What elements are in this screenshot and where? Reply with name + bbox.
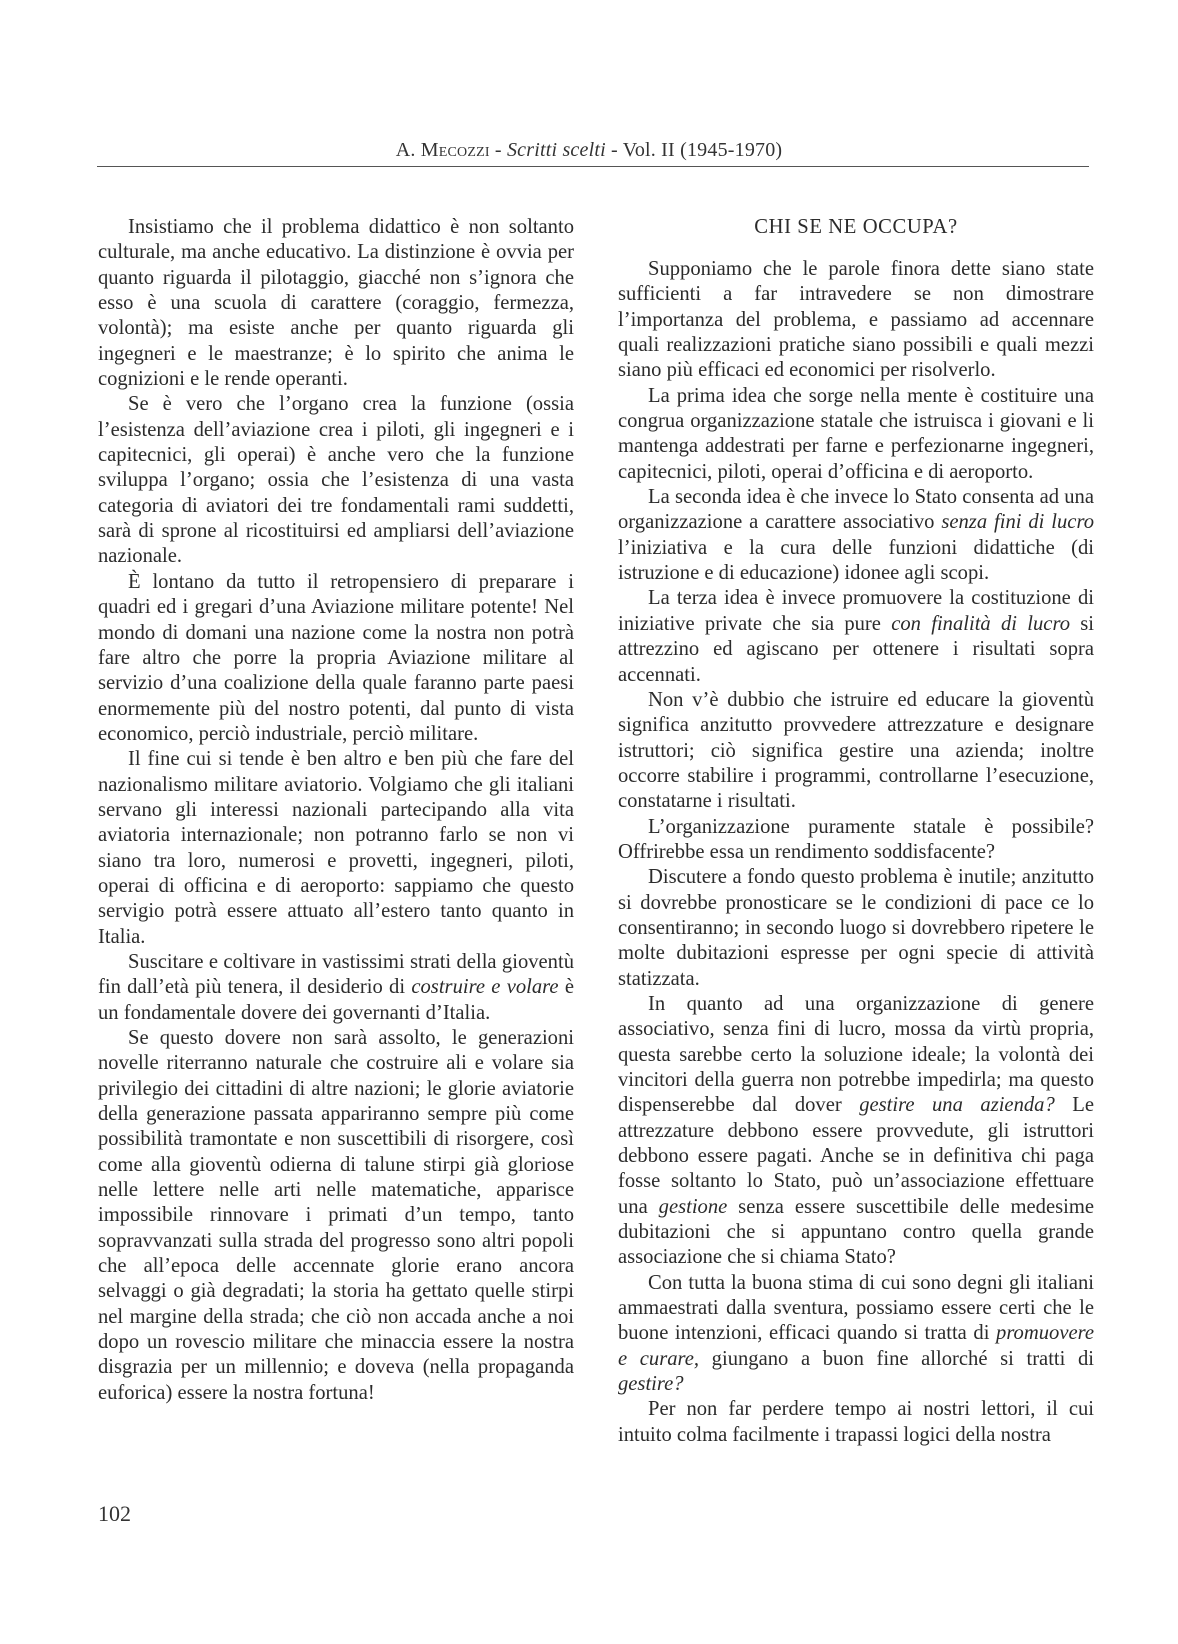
paragraph bbox=[618, 992, 1094, 1271]
paragraph-text: Se è vero che l’organo crea la funzione (ossia l’esistenza dell’aviazione crea i piloti, gli ingegneri e i capitecnici, gli operai) è anche vero che la funzione sviluppa l’organo; ossia che l’esistenza di una vasta categoria di aviatori dei tre fondamentali rami suddetti, sarà di sprone al ricostituirsi ed ampliarsi dell’aviazione nazionale. bbox=[98, 393, 574, 568]
paragraph-text: Il fine cui si tende è ben altro e ben più che fare del nazionalismo militare aviatorio. Volgiamo che gli italiani servano gli interessi nazionali partecipando alla vita aviatoria internazionale; non potranno farlo se non vi siano tra loro, numerosi e provetti, ingegneri, piloti, operai di officina e di aeroporto: sappiamo che questo servigio potrà essere attuato all’estero tanto quanto in Italia. bbox=[98, 748, 574, 948]
paragraph bbox=[618, 865, 1094, 992]
right-column bbox=[618, 215, 1094, 1448]
paragraph-text: Non v’è dubbio che istruire ed educare la gioventù significa anzitutto provvedere attrezzature e designare istruttori; ciò significa gestire una azienda; inoltre occorre stabilire i programmi, controllarne l’esecuzione, constatarne i risultati. bbox=[618, 688, 1094, 813]
paragraph bbox=[98, 1026, 574, 1406]
paragraph bbox=[618, 1397, 1094, 1448]
running-head-separator: - bbox=[489, 139, 507, 161]
paragraph bbox=[98, 215, 574, 392]
paragraph-text: è un fondamentale dovere dei governanti d’Italia. bbox=[98, 976, 574, 1024]
paragraph-text: Discutere a fondo questo problema è inutile; anzitutto si dovrebbe pronosticare se le condizioni di pace ce lo consentiranno; in secondo luogo si dovrebbero ripetere le molte dubitazioni espresse per ogni specie di attività statizzata. bbox=[618, 866, 1094, 990]
paragraph-text: La seconda idea è che invece lo Stato consenta ad una organizzazione a carattere associativo bbox=[618, 486, 1094, 534]
emphasis-text: con finalità di lucro bbox=[891, 612, 1070, 635]
emphasis-text: promuovere e curare, bbox=[618, 1322, 1094, 1370]
section-heading: CHI SE NE OCCUPA? bbox=[754, 216, 958, 238]
running-head-author: A. Mecozzi bbox=[395, 139, 490, 161]
emphasis-text: gestione bbox=[658, 1195, 728, 1218]
paragraph bbox=[618, 384, 1094, 485]
paragraph bbox=[98, 392, 574, 569]
paragraph-text: La prima idea che sorge nella mente è costituire una congrua organizzazione statale che istruisca i giovani e li mantenga addestrati per farne e perfezionarne ingegneri, capitecnici, piloti, operai d’officina e di aeroporto. bbox=[618, 384, 1094, 483]
paragraph bbox=[618, 257, 1094, 384]
paragraph bbox=[618, 485, 1094, 586]
running-head-volume: Vol. II (1945-1970) bbox=[622, 139, 783, 161]
paragraph-text: In quanto ad una organizzazione di genere associativo, senza fini di lucro, mossa da virtù propria, questa sarebbe certo la soluzione ideale; la volontà dei vincitori della guerra non potrebbe impedirla; ma questo dispenserebbe dal dover bbox=[618, 992, 1094, 1117]
emphasis-text: gestire una azienda? bbox=[859, 1094, 1055, 1117]
paragraph-text: senza essere suscettibile delle medesime dubitazioni che si appuntano contro quella grande associazione che si chiama Stato? bbox=[618, 1195, 1094, 1269]
paragraph-text: Insistiamo che il problema didattico è non soltanto culturale, ma anche educativo. La distinzione è ovvia per quanto riguarda il pilotaggio, giacché non s’ignora che esso è una scuola di carattere (coraggio, fermezza, volontà); ma esiste anche per quanto riguarda gli ingegneri e le maestranze; è lo spirito che anima le cognizioni e le rende operanti. bbox=[98, 216, 574, 391]
paragraph bbox=[618, 586, 1094, 687]
paragraph-text: L’organizzazione puramente statale è possibile? Offrirebbe essa un rendimento soddisfacente? bbox=[618, 815, 1094, 863]
paragraph bbox=[98, 570, 574, 747]
paragraph-text: giungano a buon fine allorché si tratti di bbox=[699, 1347, 1094, 1370]
running-head-separator: - bbox=[605, 139, 623, 161]
paragraph-text: La terza idea è invece promuovere la costituzione di iniziative private che sia pure bbox=[618, 587, 1094, 635]
paragraph bbox=[98, 747, 574, 950]
running-head-title: Scritti scelti bbox=[506, 139, 606, 161]
paragraph-text: È lontano da tutto il retropensiero di preparare i quadri ed i gregari d’una Aviazione militare potente! Nel mondo di domani una nazione come la nostra non potrà fare altro che porre la propria Aviazione militare al servizio d’una coalizione della quale faranno parte paesi enormemente più del nostro potenti, dal punto di vista economico, perciò industriale, perciò militare. bbox=[98, 570, 574, 745]
paragraph-text: Supponiamo che le parole finora dette siano state sufficienti a far intravedere se non dimostrare l’importanza del problema, e passiamo ad accennare quali realizzazioni pratiche siano possibili e quali mezzi siano più efficaci ed economici per risolverlo. bbox=[618, 258, 1094, 382]
emphasis-text: gestire? bbox=[618, 1373, 684, 1396]
paragraph-text: Le attrezzature debbono essere provvedute, gli istruttori debbono essere pagati. Anche se in definitiva chi paga fosse soltanto lo Stato, può un’associazione effettuare una bbox=[618, 1094, 1094, 1218]
paragraph-text: Suscitare e coltivare in vastissimi strati della gioventù fin dall’età più tenera, il desiderio di bbox=[98, 950, 574, 999]
paragraph-text: si attrezzino ed agiscano per ottenere i risultati sopra accennati. bbox=[618, 612, 1095, 686]
running-head bbox=[0, 139, 1178, 162]
paragraph-text: Se questo dovere non sarà assolto, le generazioni novelle riterranno naturale che costruire ali e volare sia privilegio dei cittadini di altre nazioni; le glorie aviatorie della generazione passata appariranno sempre più come possibilità tramontate e non suscettibili di risorgere, così come alla gioventù odierna di talune stirpi già gloriose nelle lettere nelle arti nelle matematiche, apparisce impossibile rinnovare i primati d’un tempo, tanto sopravvanzati sulla strada del progresso sono altri popoli che all’epoca delle accennate glorie erano ancora selvaggi o già degradati; la storia ha gettato quelle stirpi nel margine della strada; che ciò non accada anche a noi dopo un rovescio militare che minaccia essere la nostra disgrazia per un millennio; e doveva (nella propaganda euforica) essere la nostra fortuna! bbox=[98, 1027, 574, 1404]
emphasis-text: senza fini di lucro bbox=[941, 511, 1094, 534]
paragraph bbox=[618, 688, 1094, 815]
paragraph-text: Per non far perdere tempo ai nostri lettori, il cui intuito colma facilmente i trapassi logici della nostra bbox=[618, 1398, 1094, 1446]
header-rule bbox=[97, 166, 1089, 167]
paragraph-text: l’iniziativa e la cura delle funzioni didattiche (di istruzione e di educazione) idonee agli scopi. bbox=[618, 536, 1094, 585]
left-column bbox=[98, 215, 574, 1406]
page-number: 102 bbox=[98, 1501, 131, 1526]
paragraph bbox=[618, 1271, 1094, 1398]
paragraph bbox=[618, 815, 1094, 866]
emphasis-text: costruire e volare bbox=[411, 976, 559, 999]
paragraph-text: Con tutta la buona stima di cui sono degni gli italiani ammaestrati dalla sventura, possiamo essere certi che le buone intenzioni, efficaci quando si tratta di bbox=[618, 1271, 1094, 1345]
paragraph bbox=[98, 950, 574, 1026]
